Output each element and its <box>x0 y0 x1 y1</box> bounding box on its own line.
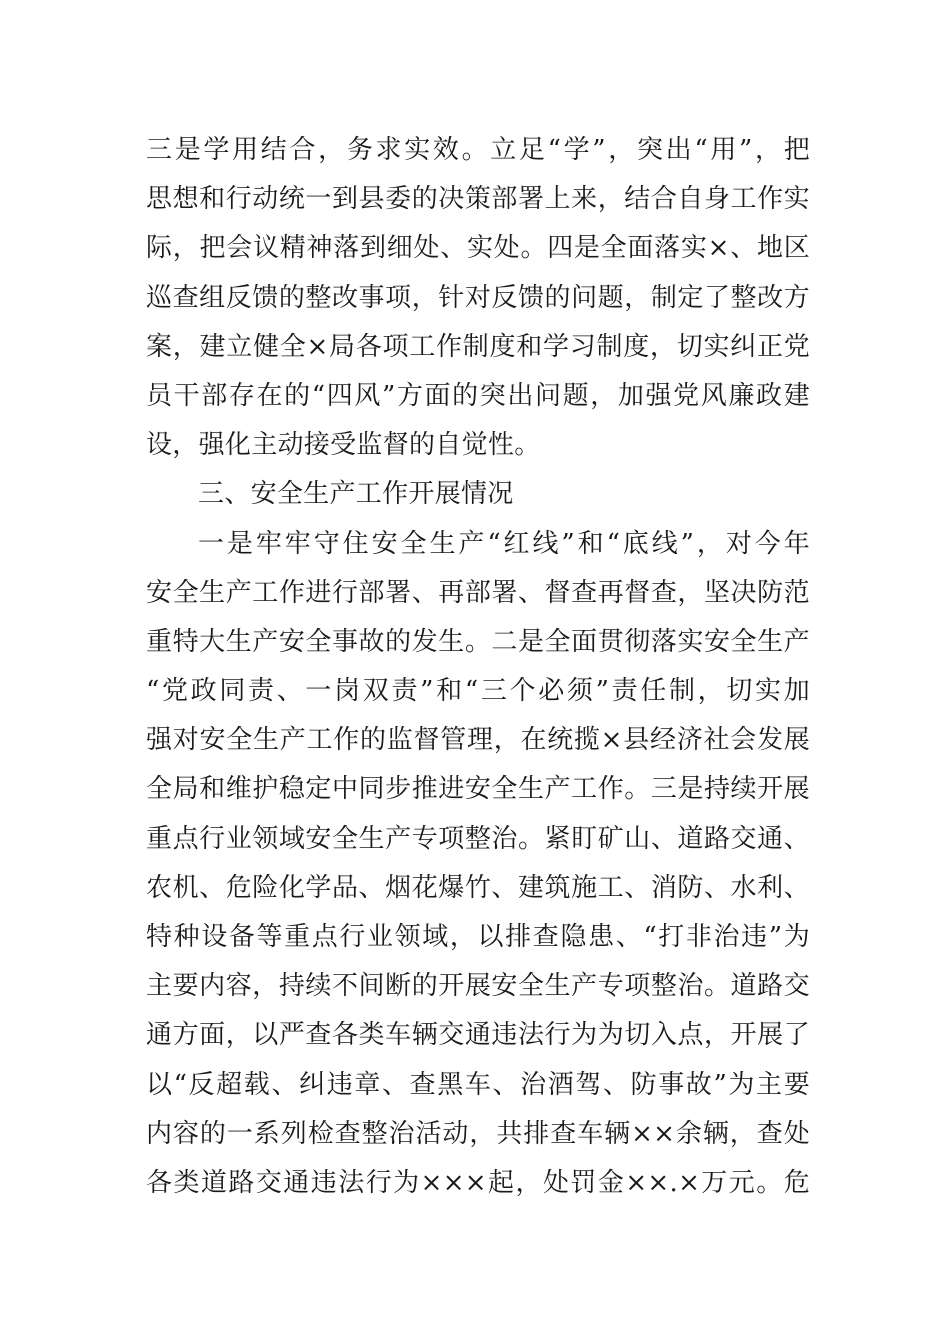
text-line: 案，建立健全×局各项工作制度和学习制度，切实纠正党 <box>146 331 810 362</box>
body-text <box>146 126 810 1208</box>
text-line: 设，强化主动接受监督的自觉性。 <box>146 430 541 461</box>
text-line: 三是学用结合，务求实效。立足“学”，突出“用”，把 <box>146 135 810 165</box>
text-line: 思想和行动统一到县委的决策部署上来，结合自身工作实 <box>146 184 810 215</box>
text-line: 际，把会议精神落到细处、实处。四是全面落实×、地区 <box>146 233 810 264</box>
text-line: 通方面，以严查各类车辆交通违法行为为切入点，开展了 <box>146 1020 810 1051</box>
section-heading: 三、安全生产工作开展情况 <box>198 479 514 510</box>
text-line: 员干部存在的“四风”方面的突出问题，加强党风廉政建 <box>146 380 810 411</box>
text-line: 农机、危险化学品、烟花爆竹、建筑施工、消防、水利、 <box>146 872 810 903</box>
text-line: 特种设备等重点行业领域，以排查隐患、“打非治违”为 <box>146 922 810 952</box>
text-line: 安全生产工作进行部署、再部署、督查再督查，坚决防范 <box>146 577 810 608</box>
text-line: 强对安全生产工作的监督管理，在统揽×县经济社会发展 <box>146 725 810 756</box>
text-line: “党政同责、一岗双责”和“三个必须”责任制，切实加 <box>146 676 810 707</box>
text-line: 以“反超载、纠违章、查黑车、治酒驾、防事故”为主要 <box>146 1069 810 1100</box>
text-line: 各类道路交通违法行为×××起，处罚金××.×万元。危 <box>146 1167 810 1198</box>
text-line: 全局和维护稳定中同步推进安全生产工作。三是持续开展 <box>146 774 810 805</box>
text-line: 一是牢牢守住安全生产“红线”和“底线”，对今年 <box>198 528 810 559</box>
text-line: 重点行业领域安全生产专项整治。紧盯矿山、道路交通、 <box>146 823 810 854</box>
text-line: 主要内容，持续不间断的开展安全生产专项整治。道路交 <box>146 971 810 1002</box>
text-line: 重特大生产安全事故的发生。二是全面贯彻落实安全生产 <box>146 626 810 657</box>
text-line: 内容的一系列检查整治活动，共排查车辆××余辆，查处 <box>146 1118 810 1149</box>
text-line: 巡查组反馈的整改事项，针对反馈的问题，制定了整改方 <box>146 282 810 313</box>
